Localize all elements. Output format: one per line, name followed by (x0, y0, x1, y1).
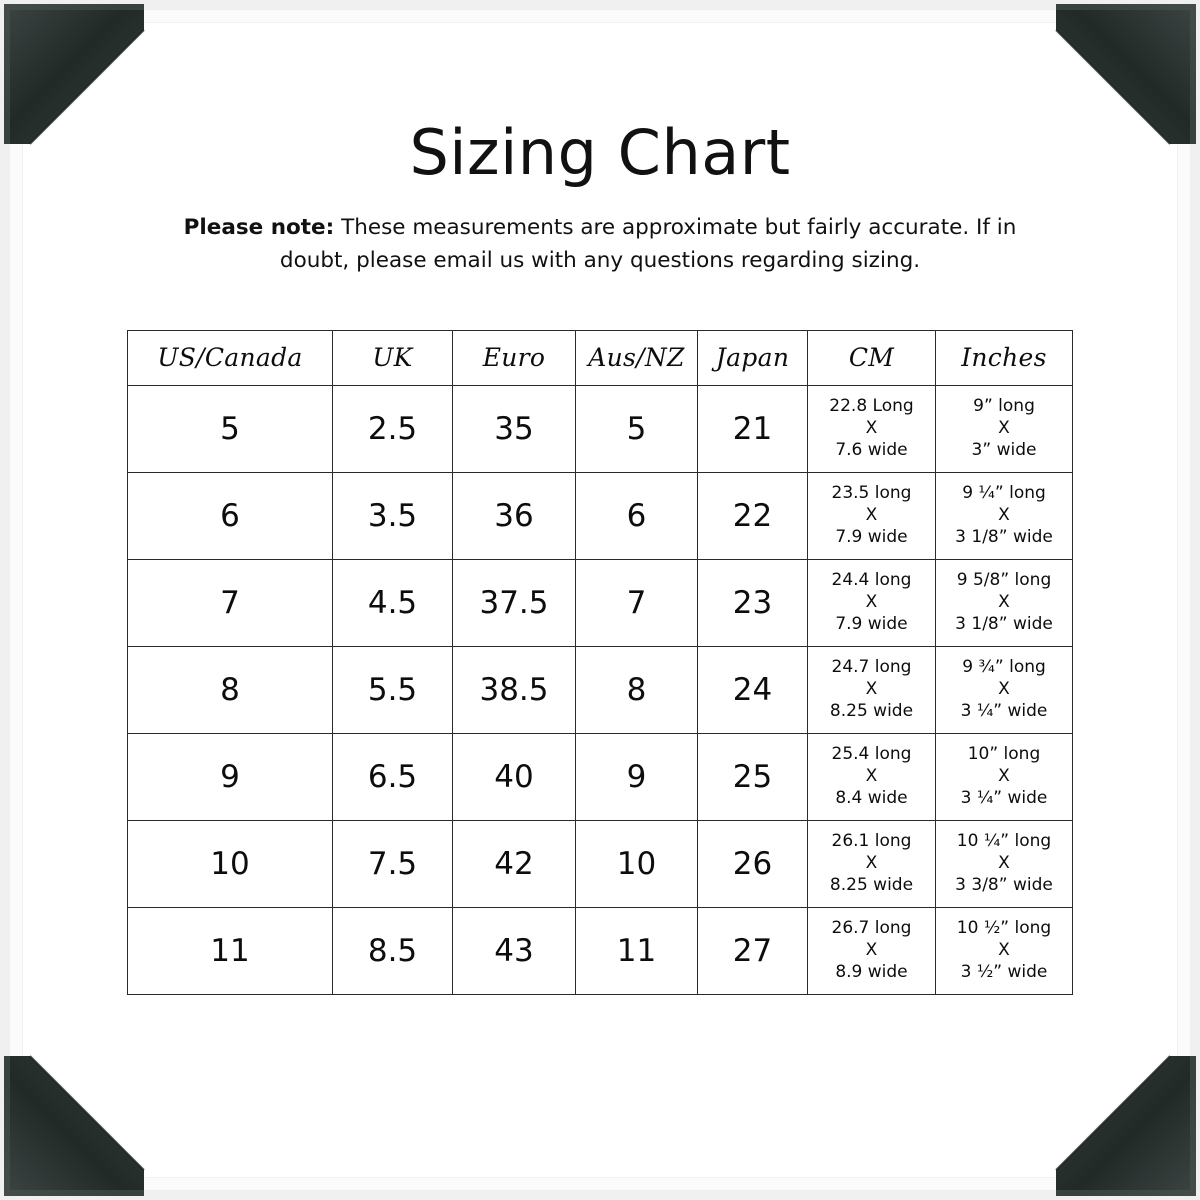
cell-aus: 11 (576, 907, 698, 994)
cell-inches (936, 733, 1073, 820)
cell-us: 8 (128, 646, 333, 733)
cm-separator: X (865, 678, 878, 699)
cell-aus: 6 (576, 472, 698, 559)
cell-us: 7 (128, 559, 333, 646)
table-row (128, 820, 1073, 907)
cell-cm (808, 733, 936, 820)
cm-width: 7.9 wide (835, 613, 908, 634)
column-header-aus-nz: Aus/NZ (576, 330, 698, 385)
cell-aus: 9 (576, 733, 698, 820)
cm-separator: X (865, 765, 878, 786)
page-title: Sizing Chart (409, 116, 791, 189)
inch-separator: X (998, 504, 1010, 525)
inch-width: 3 ¼” wide (960, 787, 1048, 808)
note-text: These measurements are approximate but fairly accurate. If in doubt, please email us with any questions regarding sizing. (279, 215, 1017, 274)
cell-japan: 27 (698, 907, 808, 994)
cm-separator: X (865, 939, 878, 960)
cell-us: 9 (128, 733, 333, 820)
cell-uk: 3.5 (333, 472, 453, 559)
cm-width: 7.6 wide (835, 439, 908, 460)
cell-japan: 21 (698, 385, 808, 472)
cm-width: 8.4 wide (835, 787, 908, 808)
table-row (128, 733, 1073, 820)
inch-length: 9 5/8” long (956, 570, 1052, 591)
cm-length: 23.5 long (831, 483, 912, 504)
cell-inches (936, 559, 1073, 646)
cm-length: 24.4 long (831, 570, 912, 591)
column-header-japan: Japan (698, 330, 808, 385)
cell-japan: 24 (698, 646, 808, 733)
inch-width: 3 ¼” wide (960, 700, 1048, 721)
column-header-us-canada: US/Canada (128, 330, 333, 385)
cm-width: 8.25 wide (829, 874, 914, 895)
cell-uk: 5.5 (333, 646, 453, 733)
cell-uk: 6.5 (333, 733, 453, 820)
cm-separator: X (865, 504, 878, 525)
cell-inches (936, 646, 1073, 733)
cell-japan: 26 (698, 820, 808, 907)
inch-width: 3” wide (971, 439, 1037, 460)
cell-euro: 36 (453, 472, 576, 559)
sizing-table (127, 330, 1073, 995)
inch-separator: X (998, 852, 1010, 873)
cell-us: 6 (128, 472, 333, 559)
document-content (100, 116, 1100, 995)
cell-inches (936, 472, 1073, 559)
inch-length: 10” long (967, 744, 1041, 765)
cell-cm (808, 907, 936, 994)
column-header-euro: Euro (453, 330, 576, 385)
cm-length: 26.7 long (831, 918, 912, 939)
cm-length: 25.4 long (831, 744, 912, 765)
cell-euro: 37.5 (453, 559, 576, 646)
table-row (128, 907, 1073, 994)
cm-separator: X (865, 852, 878, 873)
cell-uk: 8.5 (333, 907, 453, 994)
cell-euro: 42 (453, 820, 576, 907)
cell-inches (936, 907, 1073, 994)
table-row (128, 472, 1073, 559)
column-header-inches: Inches (936, 330, 1073, 385)
note-label: Please note: (183, 215, 335, 241)
inch-length: 9” long (973, 396, 1035, 417)
table-header-row (128, 330, 1073, 385)
inch-separator: X (998, 591, 1010, 612)
cell-us: 5 (128, 385, 333, 472)
cell-euro: 40 (453, 733, 576, 820)
cell-us: 11 (128, 907, 333, 994)
cm-width: 7.9 wide (835, 526, 908, 547)
cell-euro: 35 (453, 385, 576, 472)
cm-length: 22.8 Long (829, 396, 914, 417)
cell-cm (808, 646, 936, 733)
table-row (128, 559, 1073, 646)
cell-cm (808, 385, 936, 472)
column-header-cm: CM (808, 330, 936, 385)
inch-length: 9 ¾” long (962, 657, 1046, 678)
inch-separator: X (998, 678, 1010, 699)
column-header-uk: UK (333, 330, 453, 385)
cell-euro: 43 (453, 907, 576, 994)
inch-width: 3 1/8” wide (955, 526, 1053, 547)
cm-width: 8.9 wide (835, 961, 908, 982)
cell-japan: 22 (698, 472, 808, 559)
inch-length: 9 ¼” long (962, 483, 1046, 504)
cm-length: 26.1 long (831, 831, 912, 852)
cm-length: 24.7 long (831, 657, 912, 678)
note-paragraph (180, 211, 1020, 278)
cell-uk: 7.5 (333, 820, 453, 907)
inch-length: 10 ½” long (956, 918, 1052, 939)
cell-cm (808, 820, 936, 907)
cell-cm (808, 472, 936, 559)
cm-separator: X (865, 591, 878, 612)
cell-uk: 2.5 (333, 385, 453, 472)
inch-length: 10 ¼” long (956, 831, 1052, 852)
inch-width: 3 3/8” wide (955, 874, 1053, 895)
inch-separator: X (998, 765, 1010, 786)
cell-japan: 25 (698, 733, 808, 820)
cell-aus: 8 (576, 646, 698, 733)
cell-inches (936, 385, 1073, 472)
cm-width: 8.25 wide (829, 700, 914, 721)
cell-aus: 5 (576, 385, 698, 472)
cell-aus: 10 (576, 820, 698, 907)
cell-japan: 23 (698, 559, 808, 646)
inch-width: 3 ½” wide (960, 961, 1048, 982)
cell-us: 10 (128, 820, 333, 907)
cell-euro: 38.5 (453, 646, 576, 733)
table-row (128, 646, 1073, 733)
inch-width: 3 1/8” wide (955, 613, 1053, 634)
inch-separator: X (998, 939, 1010, 960)
table-row (128, 385, 1073, 472)
inch-separator: X (998, 417, 1010, 438)
cell-inches (936, 820, 1073, 907)
cell-uk: 4.5 (333, 559, 453, 646)
cell-cm (808, 559, 936, 646)
cell-aus: 7 (576, 559, 698, 646)
cm-separator: X (865, 417, 878, 438)
